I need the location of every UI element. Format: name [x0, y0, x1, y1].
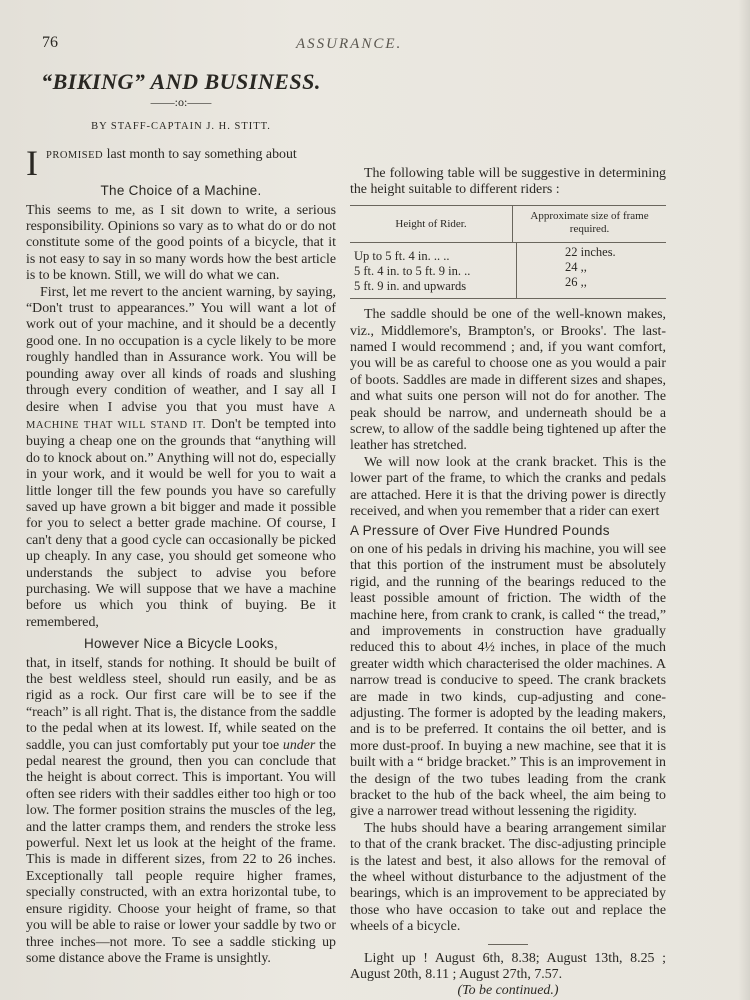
light-up-times [350, 951, 666, 984]
paragraph-2-text-b: Don't be tempted into buying a cheap one on the grounds that “anything will do to knock about on.” Anything will not do, especially in your work, and it would be well for you to wait a little longer till the few pounds you have so carefully saved up have grown a bit bigger and made it possible for you to select a better grade machine. Of course, I can't deny that a good cycle can occasionally be picked up cheaply. In any case, you should get someone who understands the subject to advise you before purchasing. We will suppose that we have a machine before us which you think of buying. Be it remembered, [26, 416, 336, 630]
table-cell-size: 24 ,, [565, 260, 587, 275]
table-cell-height: 5 ft. 9 in. and upwards [354, 279, 467, 294]
left-column [26, 68, 336, 967]
article-title: “BIKING” AND BUSINESS. [41, 69, 321, 94]
paragraph-2 [26, 285, 336, 632]
light-up-text: Light up ! August 6th, 8.38; August 13th, 8.25 ; August 20th, 8.11 ; August 27th, 7.57. [350, 950, 666, 983]
table-header-size: Approximate size of frame required. [513, 206, 666, 243]
table-cell-height: 5 ft. 4 in. to 5 ft. 9 in. .. [354, 264, 471, 279]
closing-rule [488, 944, 528, 945]
paragraph-2-smallcaps: A MACHINE THAT WILL STAND IT. [26, 402, 336, 431]
paragraph-6: We will now look at the crank bracket. This is the lower part of the frame, to which the cranks and pedals are attached. Here it is that the driving power is directly received, and when you remember that a rider can exert [350, 454, 666, 520]
lead-smallcaps: PROMISED [46, 150, 104, 162]
table-cell-size: 22 inches. [565, 245, 616, 260]
frame-size-table [350, 205, 666, 299]
paragraph-5: The saddle should be one of the well-known makes, viz., Middlemore's, Brampton's, or Brooks'. The last-named I would recommend ; and, if you want comfort, you will be as careful to choose one as you would a pair of boots. Saddles are made in different sizes and shapes, and what suits one person will not do for another. The peak should be narrow, and underneath should be a screw, to allow of the saddle being tightened up after the leather has stretched. [350, 307, 666, 454]
subhead-choice-of-machine: The Choice of a Machine. [100, 183, 262, 199]
running-title: ASSURANCE. [296, 36, 403, 52]
paragraph-8: The hubs should have a bearing arrangement similar to that of the crank bracket. The disc-adjusting principle is the latest and best, it also allows for the removal of the wheel without disturbance to the adjustment of the bearings, which is an improvement to be appreciated by those who have occasion to take out and replace the wheels of a bicycle. [350, 820, 666, 935]
subhead-pressure: A Pressure of Over Five Hundred Pounds [350, 522, 610, 538]
page-edge-shadow [738, 0, 750, 1000]
title-separator: ——:o:—— [150, 95, 212, 110]
table-cell-height: Up to 5 ft. 4 in. .. .. [354, 249, 450, 264]
table-column-height [350, 243, 517, 298]
paragraph-3 [26, 656, 336, 968]
paragraph-2-text-a: First, let me revert to the ancient warning, by saying, “Don't trust to appearances.” You will want a lot of work out of your machine, and it should be a decently good one. In no occupation is a cycle likely to be more roughly handled than in Assurance work. You will be pounding away over all kinds of roads and slushing through every condition of weather, and I say all I desire when I advise you that you must have [26, 284, 336, 415]
table-header-row [350, 206, 666, 243]
table-column-size [517, 243, 666, 298]
continued-text: (To be continued.) [457, 983, 559, 999]
table-header-height: Height of Rider. [350, 206, 513, 243]
lead-paragraph [26, 143, 336, 184]
paragraph-3-text-b: the pedal nearest the ground, then you can conclude that the height is about correct. This is important. You will often see riders with their saddles either too high or too low. The former position strains the muscles of the leg, and the latter cramps them, and renders the stroke less powerful. Next let us look at the height of the frame. This is made in different sizes, from 22 to 26 inches. Exceptionally tall people require higher frames, specially constructed, with an extra horizontal tube, to ensure rigidity. Choose your height of frame, so that you will be able to raise or lower your saddle by two or three inches—not more. To see a saddle sticking up some distance above the Frame is unsightly. [26, 737, 336, 966]
subhead-however-nice: However Nice a Bicycle Looks, [83, 636, 279, 652]
table-body [350, 243, 666, 298]
drop-cap: I [26, 143, 38, 184]
page-number: 76 [42, 34, 58, 51]
to-be-continued [350, 983, 666, 999]
paragraph-3-italic: under [282, 737, 316, 753]
paragraph-4: The following table will be suggestive in determining the height suitable to different riders : [350, 166, 666, 198]
paragraph-1: This seems to me, as I sit down to write, a serious responsibility. Opinions so vary as to what do or do not constitute some of the good points of a bicycle, that it is not easy to say in so many words how the best article is to be known. Still, we will do what we can. [26, 202, 336, 284]
lead-text: last month to say something about [103, 147, 297, 163]
paragraph-7: on one of his pedals in driving his machine, you will see that this portion of the instrument must be absolutely rigid, and the running of the bearings reduced to the least possible amount of friction. The width of the machine here, from crank to crank, is called “ the tread,” and improvements in construction have gradually reduced this to about 4½ inches, in place of the much greater width which characterised the older machines. A narrow tread is conducive to speed. The crank brackets are made in two kinds, cup-adjusting and cone-adjusting. The former is adopted by the leading makers, and is to be preferred. It contains the oil better, and is more dust-proof. In buying a new machine, see that it is built with a “ bridge bracket.” This is an improvement in the design of the two tubes leading from the crank bracket to the hub of the back wheel, the aim being to give a narrower tread without lessening the rigidity. [350, 541, 666, 820]
byline: BY STAFF-CAPTAIN J. H. STITT. [91, 120, 271, 132]
paragraph-3-text-a: that, in itself, stands for nothing. It should be built of the best weldless steel, should run easily, and be as rigid as a rock. Our first care will be to see if the “reach” is all right. That is, the distance from the saddle to the pedal when at its lowest. If, while seated on the saddle, you can just comfortably put your toe [26, 655, 336, 753]
table-cell-size: 26 ,, [565, 275, 587, 290]
right-column [350, 60, 666, 1000]
